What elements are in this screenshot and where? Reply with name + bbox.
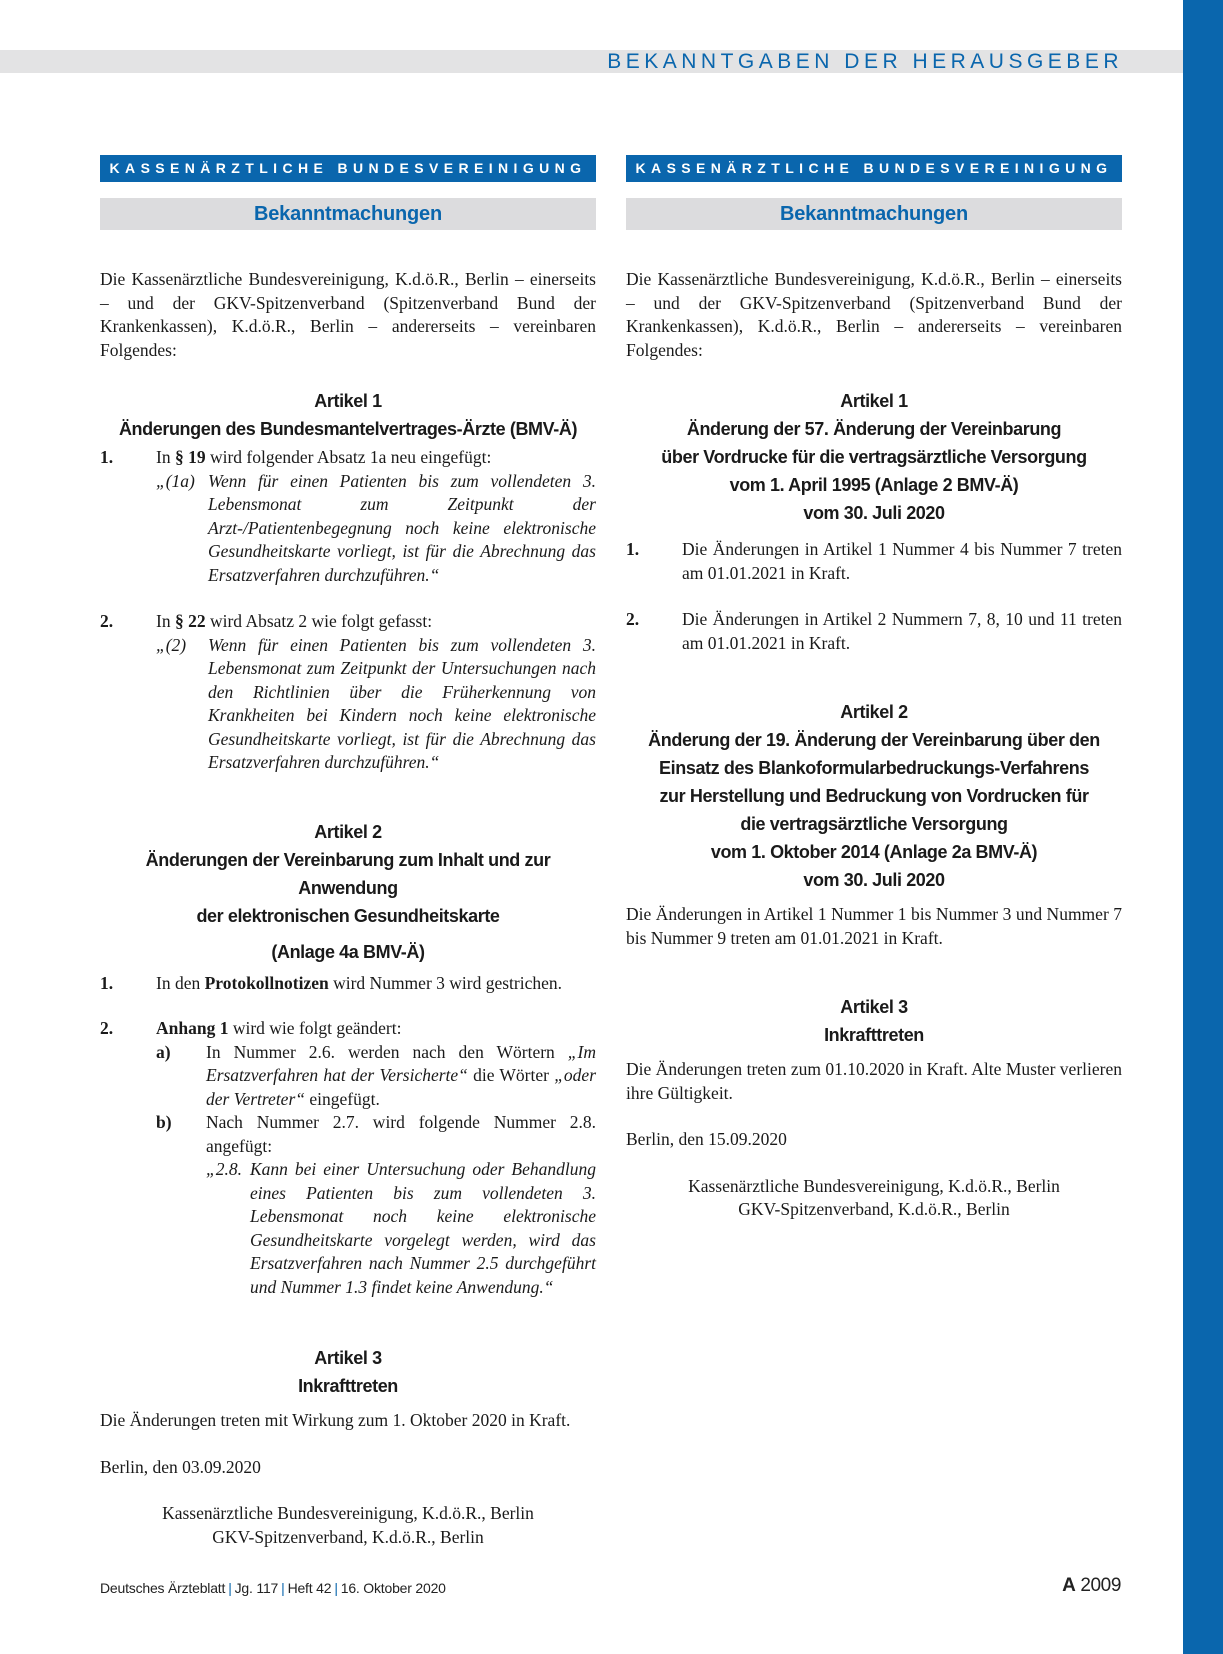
page-number: [1062, 1575, 1121, 1597]
place-date: Berlin, den 03.09.2020: [100, 1456, 261, 1477]
item-text: In den: [156, 972, 205, 993]
list-item: [100, 972, 596, 996]
quote-label: „(1a): [156, 470, 195, 491]
volume: Jg. 117: [234, 1580, 279, 1596]
quoted-text: [206, 1158, 596, 1299]
page-prefix: A: [1062, 1575, 1076, 1596]
item-number: 2.: [626, 609, 640, 629]
list-item: [100, 1017, 596, 1299]
left-column: [100, 155, 596, 1549]
quote: „Im Ersatzverfahren hat der Versicherte“: [206, 1041, 596, 1085]
article-2-heading: [100, 818, 596, 966]
paragraph-ref: § 19: [174, 447, 206, 467]
article-subtitle: Inkrafttreten: [824, 1025, 924, 1045]
quote-label: „(2): [156, 634, 187, 655]
item-number: 2.: [100, 611, 114, 631]
issue: Heft 42: [287, 1580, 332, 1596]
article-subtitle-line: der elektronischen Gesundheitskarte: [196, 905, 500, 926]
term-ref: Anhang 1: [156, 1018, 229, 1038]
item-text: wird wie folgt geändert:: [228, 1018, 402, 1038]
item-number: 2.: [100, 1018, 114, 1038]
article-text: Die Änderungen in Artikel 1 Nummer 1 bis Nummer 3 und Nummer 7 bis Nummer 9 treten am 01.01.2021 in Kraft.: [626, 904, 1122, 948]
article-3-heading: [626, 993, 1122, 1049]
article-3-heading: [100, 1344, 596, 1400]
article-subtitle-line: zur Herstellung und Bedruckung von Vordrucken für: [659, 786, 1089, 806]
quoted-text: [156, 634, 596, 775]
intro-paragraph: Die Kassenärztliche Bundesvereinigung, K.d.ö.R., Berlin – einerseits – und der GKV-Spitzenverband (Spitzenverband Bund der Krankenkassen), K.d.ö.R., Berlin – andererseits – vereinbaren Folgendes:: [626, 269, 1122, 360]
issue-date: 16. Oktober 2020: [340, 1580, 446, 1596]
announcement-heading: Bekanntmachungen: [100, 198, 596, 230]
place-date: Berlin, den 15.09.2020: [626, 1129, 787, 1149]
article-title: Artikel 3: [314, 1348, 382, 1368]
separator: |: [228, 1580, 232, 1596]
list-item: [626, 608, 1122, 655]
footer-citation: [100, 1580, 446, 1596]
sub-item-label: b): [156, 1112, 172, 1132]
quote: „oder der Vertreter“: [206, 1065, 596, 1109]
intro-paragraph: Die Kassenärztliche Bundesvereinigung, K.d.ö.R., Berlin – einerseits – und der GKV-Spitzenverband (Spitzenverband Bund der Krankenkassen), K.d.ö.R., Berlin – andererseits – vereinbaren Folgendes:: [100, 269, 596, 360]
article-subtitle-line: Änderung der 57. Änderung der Vereinbarung: [686, 419, 1062, 439]
section-title: BEKANNTGABEN DER HERAUSGEBER: [607, 50, 1123, 73]
article-subtitle-line: die vertragsärztliche Versorgung: [740, 814, 1008, 834]
quote-body: Wenn für einen Patienten bis zum vollendeten 3. Lebensmonat zum Zeitpunkt der Arzt-/Patientenbegegnung noch keine elektronische Gesundheitskarte vorliegt, ist für die Abrechnung das Ersatzverfahren durchzuführen.“: [208, 470, 596, 585]
article-1-heading: [100, 387, 596, 443]
paragraph-ref: § 22: [174, 611, 206, 631]
article-subtitle-line: über Vordrucke für die vertragsärztliche Versorgung: [661, 447, 1087, 467]
article-title: Artikel 3: [840, 997, 908, 1017]
sub-item: [156, 1111, 596, 1299]
article-1-heading: [626, 387, 1122, 527]
list-item: [100, 446, 596, 587]
item-text: Die Änderungen in Artikel 1 Nummer 4 bis Nummer 7 treten am 01.01.2021 in Kraft.: [682, 539, 1122, 583]
article-subtitle: Änderungen des Bundesmantelvertrages-Ärzte (BMV-Ä): [118, 419, 578, 439]
quote-body: Kann bei einer Untersuchung oder Behandlung eines Patienten bis zum vollendeten 3. Lebensmonat noch keine elektronische Gesundheitskarte vorgelegt werden, wird das Ersatzverfahren nach Nummer 2.5 durchgeführt und Nummer 1.3 findet keine Anwendung.“: [250, 1159, 596, 1297]
item-text: wird Nummer 3 wird gestrichen.: [328, 972, 563, 993]
article-subtitle-line: vom 1. Oktober 2014 (Anlage 2a BMV-Ä): [710, 842, 1038, 862]
list-item: [626, 538, 1122, 585]
quote-body: Wenn für einen Patienten bis zum vollendeten 3. Lebensmonat zum Zeitpunkt der Untersuchungen nach den Richtlinien über die Früherkennung von Krankheiten bei Kindern noch keine elektronische Gesundheitskarte vorliegt, ist für die Abrechnung das Ersatzverfahren durchzuführen.“: [208, 634, 596, 772]
signature-line: GKV-Spitzenverband, K.d.ö.R., Berlin: [212, 1526, 484, 1547]
text: eingefügt.: [305, 1088, 380, 1109]
item-text: wird folgender Absatz 1a neu eingefügt:: [205, 447, 492, 467]
item-number: 1.: [100, 972, 114, 993]
item-text: wird Absatz 2 wie folgt gefasst:: [205, 611, 433, 631]
signature-line: Kassenärztliche Bundesvereinigung, K.d.ö.R., Berlin: [162, 1503, 534, 1523]
article-title: Artikel 2: [840, 702, 908, 722]
item-text: In: [156, 447, 175, 467]
separator: |: [334, 1580, 338, 1596]
article-subtitle-line: vom 30. Juli 2020: [803, 503, 945, 523]
sub-item-text: Nach Nummer 2.7. wird folgende Nummer 2.8. angefügt:: [206, 1112, 596, 1156]
article-subtitle-line: (Anlage 4a BMV-Ä): [271, 941, 425, 962]
journal-name: Deutsches Ärzteblatt: [100, 1580, 226, 1596]
article-title: Artikel 1: [840, 391, 908, 411]
announcement-heading: Bekanntmachungen: [626, 198, 1122, 230]
page-value: 2009: [1080, 1575, 1121, 1596]
article-title: Artikel 1: [314, 391, 382, 411]
text: In Nummer 2.6. werden nach den Wörtern: [206, 1041, 568, 1062]
article-text: Die Änderungen treten mit Wirkung zum 1. Oktober 2020 in Kraft.: [100, 1410, 571, 1430]
quote-label: „2.8.: [206, 1159, 242, 1179]
sub-item-label: a): [156, 1041, 171, 1062]
article-subtitle-line: vom 30. Juli 2020: [803, 870, 945, 890]
signature-line: GKV-Spitzenverband, K.d.ö.R., Berlin: [738, 1199, 1010, 1219]
article-subtitle: Inkrafttreten: [298, 1376, 398, 1396]
signature-line: Kassenärztliche Bundesvereinigung, K.d.ö.R., Berlin: [688, 1175, 1060, 1196]
item-text: Die Änderungen in Artikel 2 Nummern 7, 8, 10 und 11 treten am 01.01.2021 in Kraft.: [682, 609, 1122, 653]
right-sidebar-bar: [1183, 0, 1223, 1654]
org-banner: KASSENÄRZTLICHE BUNDESVEREINIGUNG: [626, 155, 1122, 182]
article-subtitle-line: Änderung der 19. Änderung der Vereinbarung über den: [648, 730, 1100, 750]
item-number: 1.: [100, 447, 114, 467]
article-subtitle-line: Änderungen der Vereinbarung zum Inhalt und zur Anwendung: [145, 849, 551, 898]
list-item: [100, 610, 596, 775]
item-text: In: [156, 611, 175, 631]
sub-item: [156, 1041, 596, 1112]
text: die Wörter: [467, 1065, 555, 1085]
separator: |: [281, 1580, 285, 1596]
sub-item-text: [206, 1041, 596, 1112]
article-text: Die Änderungen treten zum 01.10.2020 in Kraft. Alte Muster verlieren ihre Gültigkeit.: [626, 1059, 1122, 1103]
article-title: Artikel 2: [314, 821, 382, 842]
article-subtitle-line: vom 1. April 1995 (Anlage 2 BMV-Ä): [729, 475, 1019, 495]
article-subtitle-line: Einsatz des Blankoformularbedruckungs-Verfahrens: [659, 758, 1089, 778]
term-ref: Protokollnotizen: [204, 972, 329, 993]
quoted-text: [156, 470, 596, 588]
right-column: [626, 155, 1122, 1222]
item-number: 1.: [626, 539, 640, 559]
org-banner: KASSENÄRZTLICHE BUNDESVEREINIGUNG: [100, 155, 596, 182]
article-2-heading: [626, 698, 1122, 894]
